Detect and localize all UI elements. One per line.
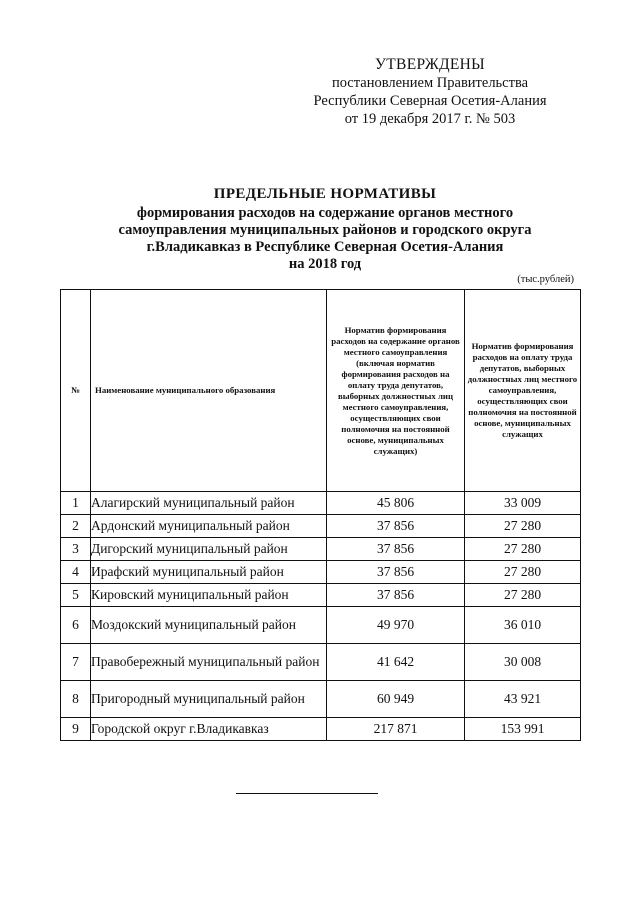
row-number: 5	[61, 584, 91, 607]
row-value-salary: 43 921	[465, 681, 581, 718]
table-header-row	[61, 290, 581, 492]
title-line: на 2018 год	[288, 256, 362, 272]
row-name: Моздокский муниципальный район	[91, 607, 327, 644]
row-name: Городской округ г.Владикавказ	[91, 718, 327, 741]
table-row	[61, 681, 581, 718]
row-value-salary: 27 280	[465, 515, 581, 538]
table-row	[61, 515, 581, 538]
table-row	[61, 561, 581, 584]
row-value-total: 37 856	[327, 538, 465, 561]
unit-label: (тыс.рублей)	[517, 274, 574, 285]
header-col1-text: Норматив формирования расходов на содержание органов местного самоуправления (включая норматив формирования расходов на оплату труда депутатов, выборных должностных лиц местного самоуправления, осуществляющих свои полномочия на постоянной основе, муниципальных служащих)	[331, 324, 460, 456]
row-value-salary: 27 280	[465, 561, 581, 584]
row-value-total: 37 856	[327, 561, 465, 584]
row-value-total: 217 871	[327, 718, 465, 741]
table-row	[61, 718, 581, 741]
title-line: г.Владикавказ в Республике Северная Осетия-Алания	[146, 239, 504, 255]
table-row	[61, 644, 581, 681]
approval-line: постановлением Правительства	[331, 75, 529, 91]
row-value-total: 37 856	[327, 584, 465, 607]
table-row	[61, 584, 581, 607]
row-number: 4	[61, 561, 91, 584]
row-number: 2	[61, 515, 91, 538]
table-row	[61, 607, 581, 644]
title-line: формирования расходов на содержание органов местного	[136, 205, 514, 221]
row-name: Дигорский муниципальный район	[91, 538, 327, 561]
signature-line	[236, 793, 378, 794]
row-number: 1	[61, 492, 91, 515]
header-col2	[465, 290, 581, 492]
norms-table	[60, 289, 581, 741]
row-value-salary: 153 991	[465, 718, 581, 741]
row-name: Кировский муниципальный район	[91, 584, 327, 607]
row-number: 6	[61, 607, 91, 644]
title-main: ПРЕДЕЛЬНЫЕ НОРМАТИВЫ	[213, 186, 437, 202]
header-col1	[327, 290, 465, 492]
header-col2-text: Норматив формирования расходов на оплату труда депутатов, выборных должностных лиц местного самоуправления, осуществляющих свои полномочия на постоянной основе, муниципальных служащих	[467, 341, 578, 439]
approval-line: Республики Северная Осетия-Алания	[313, 93, 547, 109]
title-line: самоуправления муниципальных районов и городского округа	[118, 222, 532, 238]
row-value-salary: 36 010	[465, 607, 581, 644]
row-value-total: 41 642	[327, 644, 465, 681]
row-name: Алагирский муниципальный район	[91, 492, 327, 515]
row-number: 7	[61, 644, 91, 681]
table-row	[61, 492, 581, 515]
row-value-salary: 27 280	[465, 584, 581, 607]
row-value-salary: 30 008	[465, 644, 581, 681]
row-number: 3	[61, 538, 91, 561]
header-name: Наименование муниципального образования	[91, 290, 327, 492]
approval-heading: УТВЕРЖДЕНЫ	[375, 56, 485, 73]
document-title	[60, 186, 590, 273]
row-number: 9	[61, 718, 91, 741]
row-value-salary: 33 009	[465, 492, 581, 515]
approval-block	[300, 56, 560, 128]
row-value-total: 60 949	[327, 681, 465, 718]
row-name: Ардонский муниципальный район	[91, 515, 327, 538]
approval-line: от 19 декабря 2017 г. № 503	[344, 111, 516, 127]
row-value-total: 45 806	[327, 492, 465, 515]
row-value-total: 49 970	[327, 607, 465, 644]
table-body	[61, 492, 581, 741]
table-row	[61, 538, 581, 561]
row-value-salary: 27 280	[465, 538, 581, 561]
row-number: 8	[61, 681, 91, 718]
row-name: Правобережный муниципальный район	[91, 644, 327, 681]
row-value-total: 37 856	[327, 515, 465, 538]
header-num: №	[61, 290, 91, 492]
row-name: Ирафский муниципальный район	[91, 561, 327, 584]
row-name: Пригородный муниципальный район	[91, 681, 327, 718]
